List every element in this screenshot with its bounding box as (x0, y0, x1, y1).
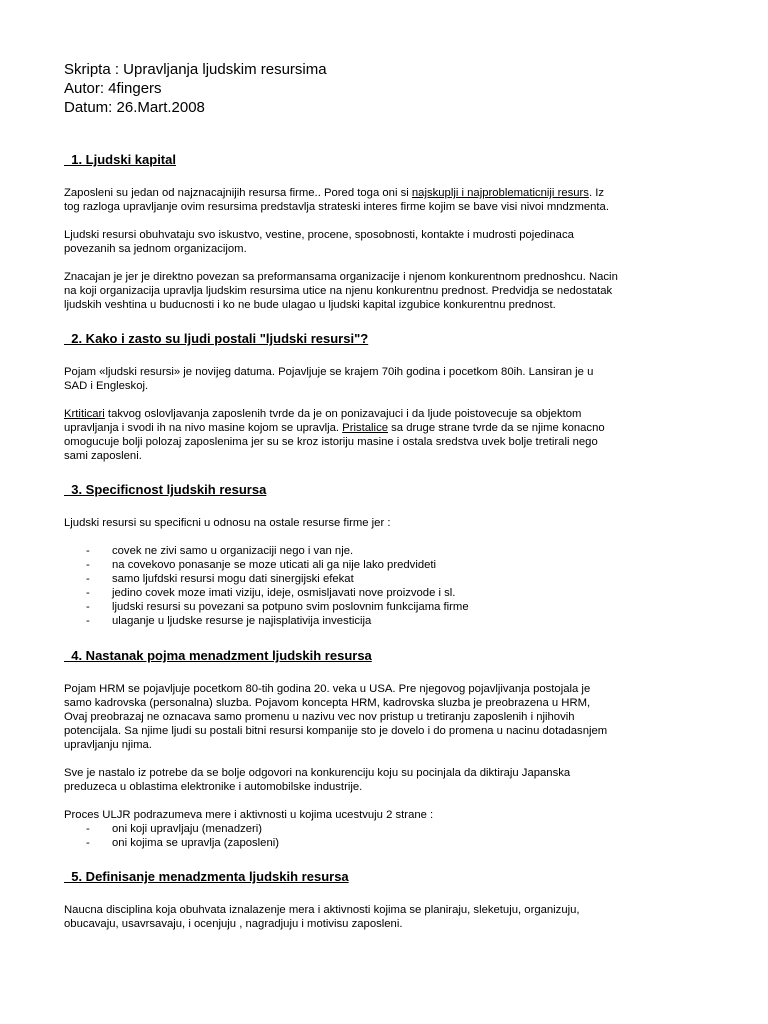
list-item-text: ulaganje u ljudske resurse je najisplativija investicija (112, 615, 372, 627)
section-1-paragraph-1 (64, 186, 704, 214)
dash-bullet: - (86, 587, 90, 599)
text-line: samo kadrovska (personalna) sluzba. Pojavom koncepta HRM, kadrovska sluzba je preobrazena u HRM, (64, 697, 591, 709)
text-line: obucavaju, usavrsavaju, i ocenjuju , nagradjuju i motivisu zaposleni. (64, 918, 403, 930)
list-item-text: ljudski resursi su povezani sa potpuno svim poslovnim funkcijama firme (112, 601, 469, 613)
text-line: Pojam HRM se pojavljuje pocetkom 80-tih godina 20. veka u USA. Pre njegovog pojavljivanja postojala je (64, 683, 591, 695)
list-item (86, 822, 279, 836)
dash-bullet: - (86, 837, 90, 849)
dash-bullet: - (86, 823, 90, 835)
list-item-text: na covekovo ponasanje se moze uticati ali ga nije lako predvideti (112, 559, 437, 571)
list-item (86, 572, 469, 586)
text-span: takvog oslovljavanja zaposlenih tvrde da je on ponizavajuci i da ljude poistovecuje sa objektom (104, 408, 582, 420)
text-line: upravljanju njima. (64, 739, 152, 751)
text-line: omogucuje bolji polozaj zaposlenima jer su se kroz istoriju masine i ostala sredstva uvek bolje tretirali nego (64, 436, 598, 448)
text-line: SAD i Engleskoj. (64, 380, 149, 392)
text-span: upravljanja i svodi ih na nivo masine kojom se upravlja. (64, 422, 343, 434)
dash-bullet: - (86, 559, 90, 571)
text-span: Zaposleni su jedan od najznacajnijih resursa firme.. Pored toga oni si (64, 187, 412, 199)
section-2-paragraph-2 (64, 407, 704, 463)
list-item-text: jedino covek moze imati viziju, ideje, osmisljavati nove proizvode i sl. (112, 587, 456, 599)
text-line: tog razloga upravljanje ovim resursima predstavlja strateski interes firme kojim se bave visi nivoi mndzmenta. (64, 201, 609, 213)
document-author: Autor: 4fingers (64, 80, 162, 97)
document-date: Datum: 26.Mart.2008 (64, 99, 205, 116)
text-line: Proces ULJR podrazumeva mere i aktivnosti u kojima ucestvuju 2 strane : (64, 809, 434, 821)
text-line: sami zaposleni. (64, 450, 142, 462)
section-3-intro (64, 516, 704, 530)
section-1-paragraph-2 (64, 228, 704, 256)
list-item-text: oni koji upravljaju (menadzeri) (112, 823, 263, 835)
text-span: . Iz (588, 187, 605, 199)
text-span: sa druge strane tvrde da se njime konacno (388, 422, 605, 434)
list-item (86, 544, 469, 558)
list-item (86, 600, 469, 614)
text-line: potencijala. Sa njime ljudi su postali bitni resursi kompanije sto je dovelo i do promena u nacinu dotadasnjem (64, 725, 608, 737)
underlined-text: najskuplji i najproblematicniji resurs (411, 187, 589, 199)
dash-bullet: - (86, 615, 90, 627)
text-line: Ljudski resursi obuhvataju svo iskustvo, vestine, procene, sposobnosti, kontakte i mudrosti pojedinaca (64, 229, 574, 241)
text-line: na koji organizacija upravlja ljudskim resursima utice na njenu konkurentnu prednost. Predvidja se nedostatak (64, 285, 613, 297)
section-4-paragraph-1 (64, 682, 704, 752)
section-3-heading: 3. Specificnost ljudskih resursa (64, 482, 267, 497)
list-item-text: oni kojima se upravlja (zaposleni) (112, 837, 280, 849)
text-line: Naucna disciplina koja obuhvata iznalazenje mera i aktivnosti kojima se planiraju, sleketuju, organizuju, (64, 904, 580, 916)
section-4-heading: 4. Nastanak pojma menadzment ljudskih resursa (64, 648, 372, 663)
underlined-text: Pristalice (342, 422, 388, 434)
list-item-text: covek ne zivi samo u organizaciji nego i van nje. (112, 545, 354, 557)
section-1-paragraph-3 (64, 270, 704, 312)
section-4-list (86, 822, 279, 850)
document-header (64, 60, 327, 117)
text-line: Ovaj preobrazaj ne oznacava samo promenu u nazivu vec nov pristup u tretiranju zaposlenih i njihovih (64, 711, 575, 723)
list-item (86, 586, 469, 600)
text-line: Pojam «ljudski resursi» je novijeg datuma. Pojavljuje se krajem 70ih godina i pocetkom 80ih. Lansiran je u (64, 366, 594, 378)
section-3-list (86, 544, 469, 628)
text-line: povezanih sa jednom organizacijom. (64, 243, 247, 255)
list-item (86, 558, 469, 572)
underlined-text: Krtiticari (64, 408, 105, 420)
list-item-text: samo ljufdski resursi mogu dati sinergijski efekat (112, 573, 354, 585)
text-line: Ljudski resursi su specificni u odnosu na ostale resurse firme jer : (64, 517, 391, 529)
section-4-paragraph-2 (64, 766, 704, 794)
text-line: Znacajan je jer je direktno povezan sa preformansama organizacije i njenom konkurentnom prednoshcu. Nacin (64, 271, 618, 283)
document-title: Skripta : Upravljanja ljudskim resursima (64, 61, 327, 78)
section-2-paragraph-1 (64, 365, 704, 393)
section-5-heading: 5. Definisanje menadzmenta ljudskih resursa (64, 869, 349, 884)
list-item (86, 614, 469, 628)
dash-bullet: - (86, 545, 90, 557)
list-item (86, 836, 279, 850)
section-2-heading: 2. Kako i zasto su ljudi postali "ljudski resursi"? (64, 331, 369, 346)
dash-bullet: - (86, 601, 90, 613)
text-line: preduzeca u oblastima elektronike i automobilske industrije. (64, 781, 363, 793)
section-1-heading: 1. Ljudski kapital (64, 152, 176, 167)
dash-bullet: - (86, 573, 90, 585)
text-line: ljudskih veshtina u buducnosti i ko ne bude ulagao u ljudski kapital izgubice konkurentnu prednost. (64, 299, 556, 311)
section-4-paragraph-3 (64, 808, 704, 822)
text-line: Sve je nastalo iz potrebe da se bolje odgovori na konkurenciju koju su pocinjala da diktiraju Japanska (64, 767, 571, 779)
section-5-paragraph-1 (64, 903, 704, 931)
